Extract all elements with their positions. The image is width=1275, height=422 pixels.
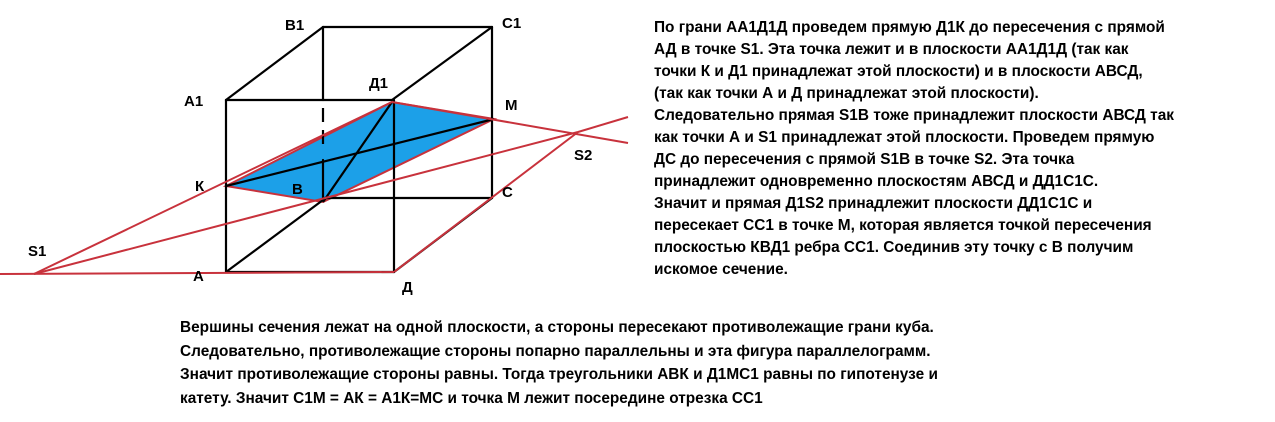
label-s2: S2 xyxy=(574,147,593,164)
label-d: Д xyxy=(402,279,413,296)
explanation-line: Значит и прямая Д1S2 принадлежит плоскости ДД1С1С и xyxy=(654,195,1093,212)
conclusion-text xyxy=(180,316,938,410)
label-d1: Д1 xyxy=(369,75,389,92)
label-k: К xyxy=(195,178,205,195)
label-m: М xyxy=(505,97,518,114)
cube-section-diagram xyxy=(0,0,640,300)
label-c: С xyxy=(502,184,513,201)
label-s1: S1 xyxy=(28,243,47,260)
explanation-line: искомое сечение. xyxy=(654,261,788,278)
explanation-line: пересекает СС1 в точке М, которая является точкой пересечения xyxy=(654,217,1152,234)
label-a: А xyxy=(193,268,204,285)
edge-d1-c1 xyxy=(392,27,492,100)
conclusion-line: Значит противолежащие стороны равны. Тогда треугольники АВК и Д1МС1 равны по гипотенузе и xyxy=(180,366,938,383)
explanation-text xyxy=(654,17,1174,281)
explanation-line: Следовательно прямая S1В тоже принадлежит плоскости АВСД так xyxy=(654,107,1174,124)
line-s2-ray xyxy=(578,117,628,132)
conclusion-line: Вершины сечения лежат на одной плоскости, а стороны пересекают противолежащие грани куба. xyxy=(180,319,934,336)
edge-a1-b1 xyxy=(226,27,323,100)
explanation-line: ДС до пересечения с прямой S1В в точке S2. Эта точка xyxy=(654,151,1075,168)
conclusion-line: катету. Значит С1М = АК = А1К=МС и точка М лежит посередине отрезка СС1 xyxy=(180,389,763,407)
label-b1: В1 xyxy=(285,17,305,34)
explanation-line: точки К и Д1 принадлежат этой плоскости) и в плоскости АВСД, xyxy=(654,63,1143,80)
explanation-line: АД в точке S1. Эта точка лежит и в плоскости АА1Д1Д (так как xyxy=(654,41,1129,58)
explanation-line: как точки А и S1 принадлежат этой плоскости. Проведем прямую xyxy=(654,129,1155,146)
explanation-line: принадлежит одновременно плоскостям АВСД и ДД1С1С. xyxy=(654,173,1099,190)
label-a1: А1 xyxy=(184,93,204,110)
label-b: В xyxy=(292,181,303,198)
label-c1: С1 xyxy=(502,15,522,32)
explanation-line: (так как точки А и Д принадлежат этой плоскости). xyxy=(654,85,1039,102)
explanation-line: По грани АА1Д1Д проведем прямую Д1К до пересечения с прямой xyxy=(654,19,1165,36)
explanation-line: плоскостью КВД1 ребра СС1. Соединив эту точку с В получим xyxy=(654,239,1134,256)
conclusion-line: Следовательно, противолежащие стороны попарно параллельны и эта фигура параллелограмм. xyxy=(180,342,931,360)
